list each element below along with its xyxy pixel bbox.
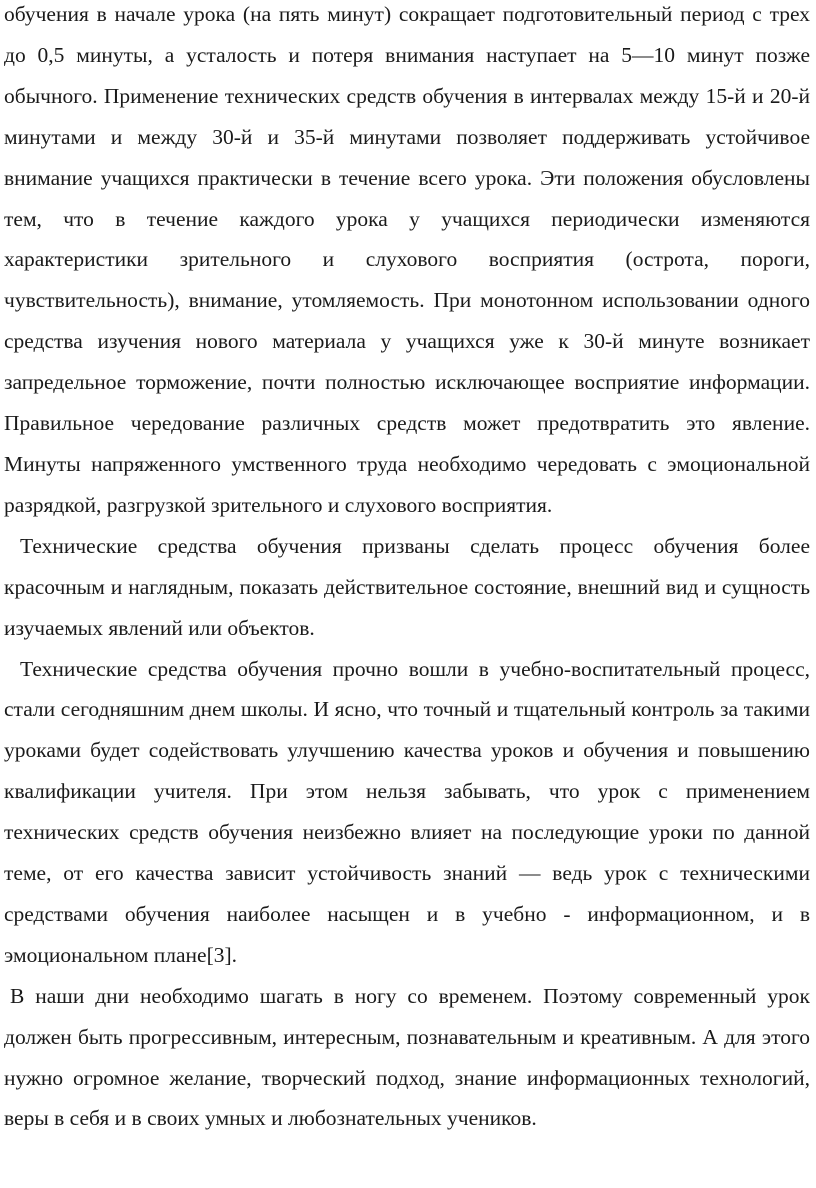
paragraph-4: В наши дни необходимо шагать в ногу со временем. Поэтому современный урок должен быть прогрессивным, интересным, познавательным и креативным. А для этого нужно огромное желание, творческий подход, знание информационных технологий, веры в себя и в своих умных и любознательных учеников.: [4, 983, 810, 1131]
paragraph-3: Технические средства обучения прочно вошли в учебно-воспитательный процесс, стали сегодняшним днем школы. И ясно, что точный и тщательный контроль за такими уроками будет содействовать улучшению качества уроков и обучения и повышению квалификации учителя. При этом нельзя забывать, что урок с применением технических средств обучения неизбежно влияет на последующие уроки по данной теме, от его качества зависит устойчивость знаний — ведь урок с техническими средствами обучения наиболее насыщен и в учебно - информационном, и в эмоциональном плане[3].: [4, 656, 810, 967]
paragraph-2: Технические средства обучения призваны сделать процесс обучения более красочным и наглядным, показать действительное состояние, внешний вид и сущность изучаемых явлений или объектов.: [4, 533, 810, 640]
paragraph-1: обучения в начале урока (на пять минут) сокращает подготовительный период с трех до 0,5 минуты, а усталость и потеря внимания наступает на 5—10 минут позже обычного. Применение технических средств обучения в интервалах между 15-й и 20-й минутами и между 30-й и 35-й минутами позволяет поддерживать устойчивое внимание учащихся практически в течение всего урока. Эти положения обусловлены тем, что в течение каждого урока у учащихся периодически изменяются характеристики зрительного и слухового восприятия (острота, пороги, чувствительность), внимание, утомляемость. При монотонном использовании одного средства изучения нового материала у учащихся уже к 30-й минуте возникает запредельное торможение, почти полностью исключающее восприятие информации. Правильное чередование различных средств может предотвратить это явление. Минуты напряженного умственного труда необходимо чередовать с эмоциональной разрядкой, разгрузкой зрительного и слухового восприятия.: [4, 2, 810, 517]
